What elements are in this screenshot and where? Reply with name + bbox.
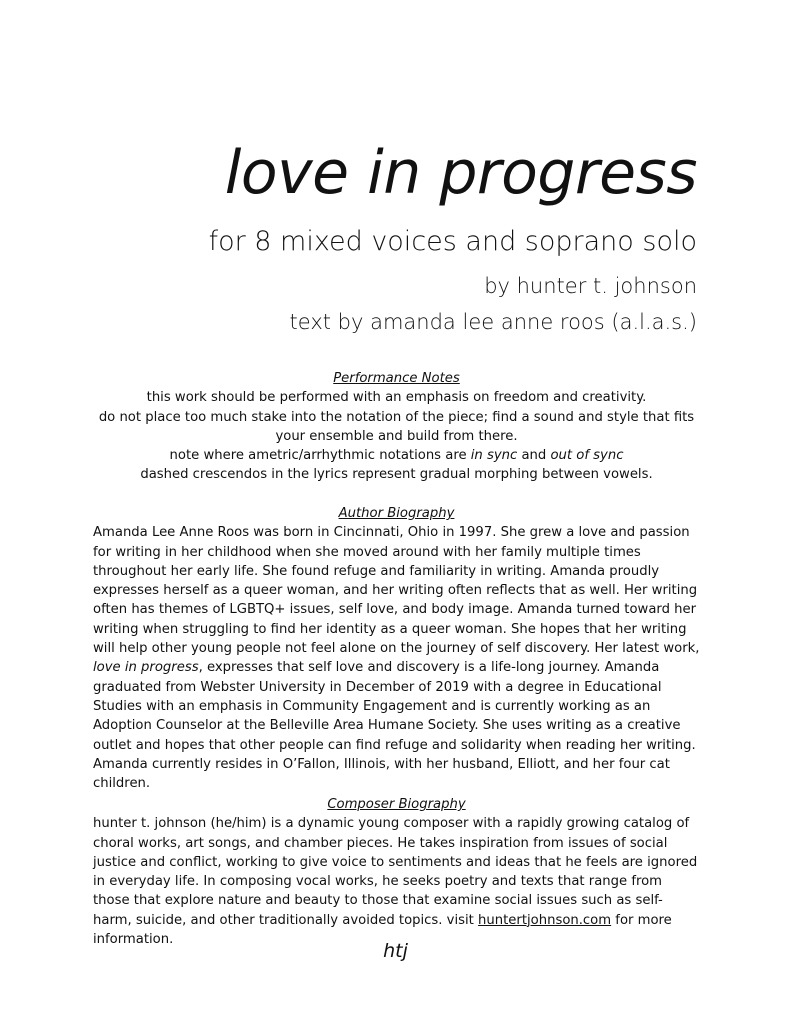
page-title: love in progress <box>224 138 697 208</box>
bio-text: for more information. <box>93 912 672 948</box>
bio-work-title: love in progress <box>93 660 199 676</box>
author-biography-heading: Author Biography <box>338 506 455 521</box>
note-italic-in-sync: in sync <box>470 448 518 464</box>
page-subtitle: for 8 mixed voices and soprano solo <box>208 226 697 257</box>
composer-byline: by hunter t. johnson <box>484 274 697 298</box>
bio-text: , expresses that self love and discovery is a life-long journey. Amanda graduated from Webster University in December of 2019 with a degree in Educational Studies with an emphasis in Community Engagement and is currently working as an Adoption Counselor at the Belleville Area Humane Society. She uses writing as a creative outlet and hopes that other people can find refuge and solidarity when reading her writing. Amanda currently resides in O’Fallon, Illinois, with her husband, Elliott, and her four cat children. <box>93 660 696 792</box>
performance-note-line: dashed crescendos in the lyrics represent gradual morphing between vowels. <box>140 467 653 483</box>
performance-note-line <box>93 446 700 465</box>
signature: htj <box>383 940 408 962</box>
performance-notes-section <box>93 369 700 485</box>
author-biography-text <box>93 523 700 793</box>
bio-text: hunter t. johnson (he/him) is a dynamic young composer with a rapidly growing catalog of choral works, art songs, and chamber pieces. He takes inspiration from issues of social justice and conflict, working to give voice to sentiments and ideas that he feels are ignored in everyday life. In composing vocal works, he seeks poetry and texts that range from those that explore nature and beauty to those that examine social issues such as self-harm, suicide, and other traditionally avoided topics. visit <box>93 816 698 928</box>
bio-text: Amanda Lee Anne Roos was born in Cincinnati, Ohio in 1997. She grew a love and passion for writing in her childhood when she moved around with her family multiple times throughout her early life. She found refuge and familiarity in writing. Amanda proudly expresses herself as a queer woman, and her writing often reflects that as well. Her writing often has themes of LGBTQ+ issues, self love, and body image. Amanda turned toward her writing when struggling to find her identity as a queer woman. She hopes that her writing will help other young people not feel alone on the journey of self discovery. Her latest work, <box>93 525 700 657</box>
composer-biography-heading: Composer Biography <box>327 797 466 812</box>
composer-biography-section <box>93 795 700 949</box>
note-text: note where ametric/arrhythmic notations are <box>169 448 471 464</box>
text-author-byline: text by amanda lee anne roos (a.l.a.s.) <box>289 310 697 334</box>
author-biography-section <box>93 504 700 793</box>
performance-notes-heading: Performance Notes <box>333 371 460 386</box>
composer-biography-text <box>93 814 700 949</box>
note-text: and <box>517 448 551 464</box>
performance-note-line: this work should be performed with an emphasis on freedom and creativity. <box>146 390 647 406</box>
note-italic-out-of-sync: out of sync <box>550 448 624 464</box>
performance-note-line: do not place too much stake into the notation of the piece; find a sound and style that fits your ensemble and build from there. <box>98 409 695 444</box>
website-link[interactable]: huntertjohnson.com <box>478 912 612 928</box>
